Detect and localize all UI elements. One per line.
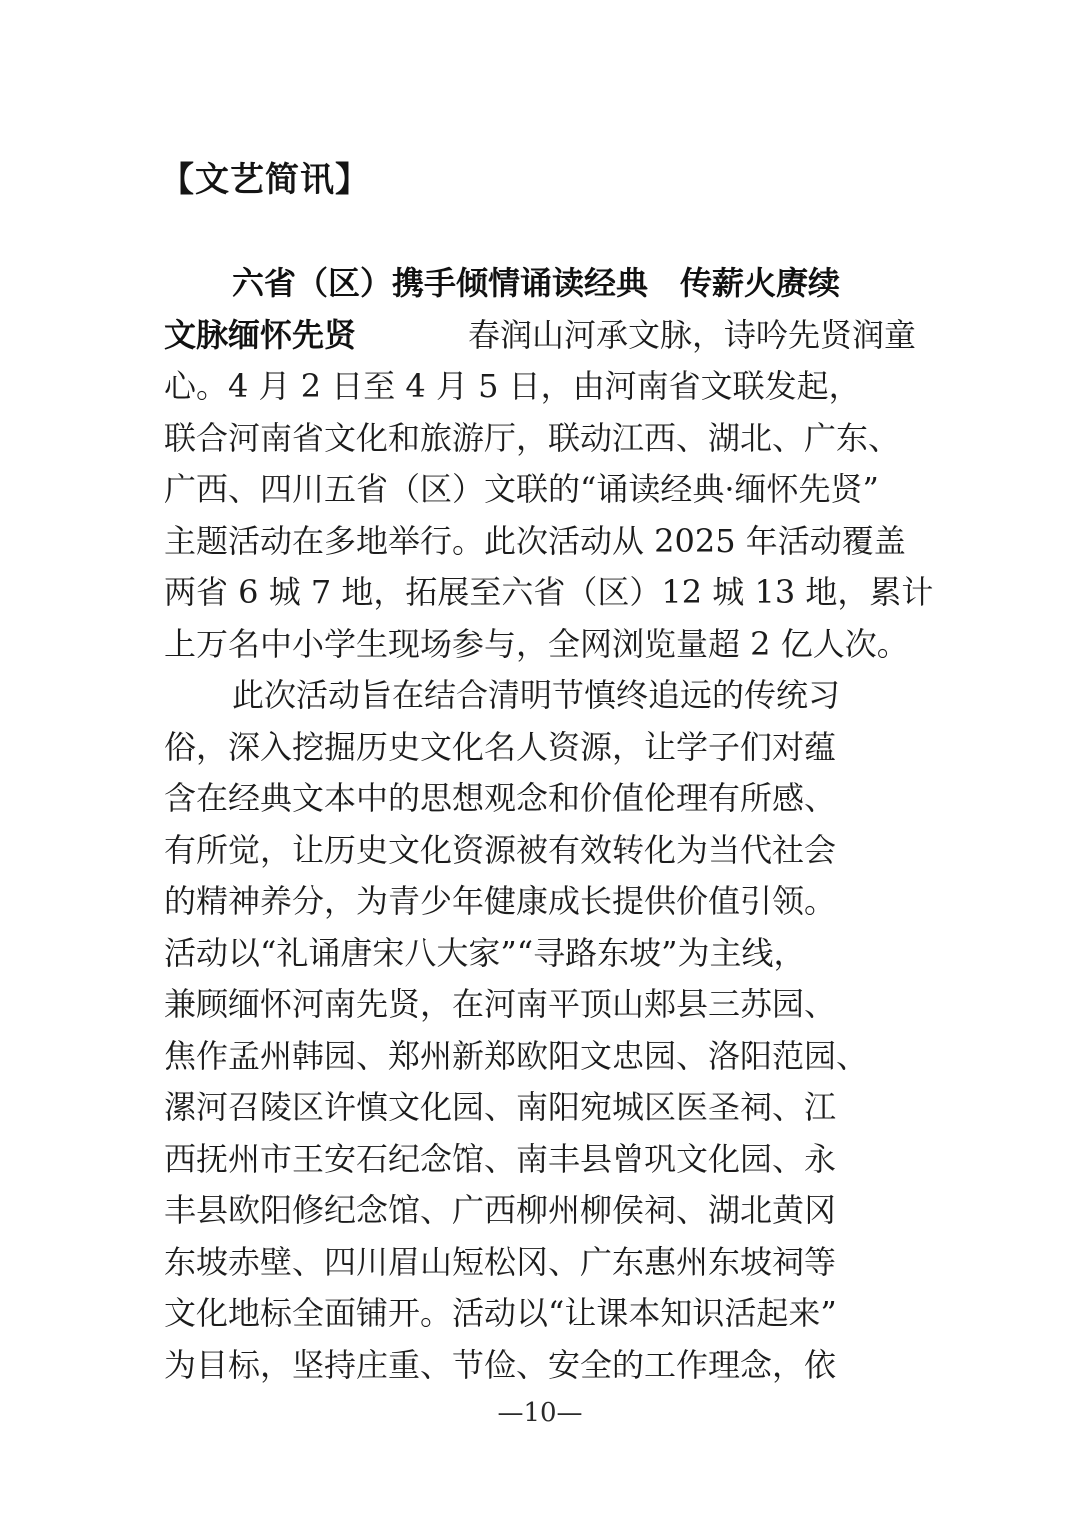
- text-line: [164, 1082, 916, 1134]
- text-line: [164, 464, 916, 516]
- text-line: [164, 516, 916, 568]
- text-line-content: 俗，深入挖掘历史文化名人资源，让学子们对蕴: [164, 727, 837, 766]
- text-line-content: 西抚州市王安石纪念馆、南丰县曾巩文化园、永: [164, 1139, 837, 1178]
- article-headline-part1: 六省（区）携手倾情诵读经典 传薪火赓续: [232, 264, 841, 302]
- page-number: —10—: [497, 1398, 583, 1428]
- text-line-content: 广西、四川五省（区）文联的“诵读经典·缅怀先贤”: [164, 470, 879, 508]
- text-line: [164, 1288, 916, 1340]
- section-label: 【文艺简讯】: [160, 160, 370, 200]
- text-line-content: 兼顾缅怀河南先贤，在河南平顶山郏县三苏园、: [164, 985, 837, 1023]
- text-line-content: 有所觉，让历史文化资源被有效转化为当代社会: [164, 830, 837, 869]
- text-line: [164, 825, 916, 877]
- text-line-content: 主题活动在多地举行。此次活动从 2025 年活动覆盖: [164, 521, 906, 560]
- article-body: [164, 258, 934, 1391]
- text-line: [164, 1340, 916, 1392]
- text-line: [164, 1185, 916, 1237]
- text-line: [164, 722, 916, 774]
- text-line: [164, 619, 916, 671]
- text-line-content: 文化地标全面铺开。活动以“让课本知识活起来”: [164, 1294, 837, 1332]
- text-line-content: 漯河召陵区许慎文化园、南阳宛城区医圣祠、江: [164, 1088, 837, 1126]
- text-line: [164, 567, 934, 619]
- text-line-content: 心。4 月 2 日至 4 月 5 日，由河南省文联发起，: [164, 367, 861, 405]
- text-line: [164, 361, 916, 413]
- text-line-content: 活动以“礼诵唐宋八大家”“寻路东坡”为主线，: [164, 933, 806, 972]
- text-line-content: 为目标，坚持庄重、节俭、安全的工作理念，依: [164, 1345, 837, 1384]
- text-line: [164, 979, 916, 1031]
- headline-line-1: [164, 258, 916, 310]
- text-line: [164, 1237, 916, 1289]
- paragraph-2-first-line: [164, 670, 916, 722]
- text-line: 春润山河承文脉，诗吟先贤润童: [467, 315, 916, 354]
- text-line-content: 上万名中小学生现场参与，全网浏览量超 2 亿人次。: [164, 624, 909, 663]
- text-line-content: 丰县欧阳修纪念馆、广西柳州柳侯祠、湖北黄冈: [164, 1191, 837, 1229]
- text-line-content: 的精神养分，为青少年健康成长提供价值引领。: [164, 882, 837, 920]
- text-line: [164, 413, 916, 465]
- text-line: [164, 928, 916, 980]
- text-line: [164, 876, 916, 928]
- text-line: [164, 1031, 916, 1083]
- text-line-content: 此次活动旨在结合清明节慎终追远的传统习: [232, 676, 841, 714]
- article-headline-part2: 文脉缅怀先贤: [164, 315, 357, 354]
- text-line-content: 两省 6 城 7 地，拓展至六省（区）12 城 13 地，累计: [164, 573, 934, 611]
- text-line: [164, 1134, 916, 1186]
- text-line-content: 东坡赤壁、四川眉山短松冈、广东惠州东坡祠等: [164, 1242, 837, 1281]
- text-line-content: 焦作孟州韩园、郑州新郑欧阳文忠园、洛阳范园、: [164, 1036, 869, 1075]
- text-line: [164, 773, 916, 825]
- text-line-content: 联合河南省文化和旅游厅，联动江西、湖北、广东、: [164, 418, 901, 457]
- text-line-content: 含在经典文本中的思想观念和价值伦理有所感、: [164, 779, 837, 817]
- headline-line-2: [164, 310, 916, 362]
